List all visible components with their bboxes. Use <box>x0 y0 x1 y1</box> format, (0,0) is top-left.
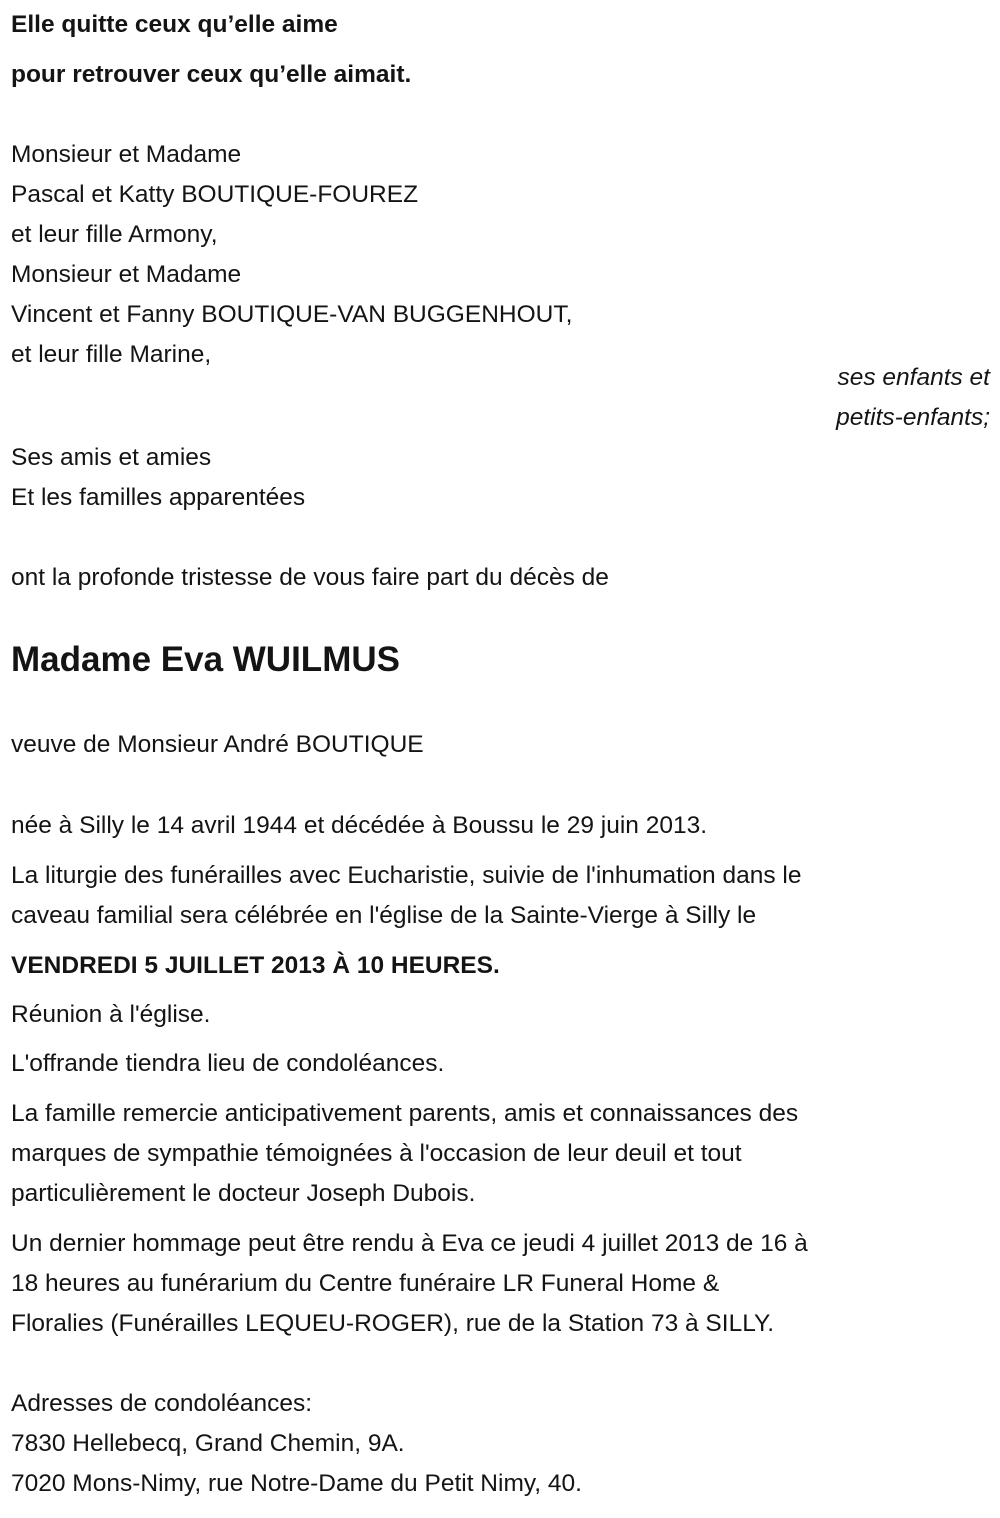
others-line: Et les familles apparentées <box>11 484 306 511</box>
meeting: Réunion à l'église. <box>11 1001 211 1028</box>
announcement: ont la profonde tristesse de vous faire part du décès de <box>11 564 609 591</box>
offering: L'offrande tiendra lieu de condoléances. <box>11 1050 445 1077</box>
thanks-line: particulièrement le docteur Joseph Dubois. <box>11 1180 476 1207</box>
condolences-heading: Adresses de condoléances: <box>11 1390 312 1417</box>
liturgy-line: La liturgie des funérailles avec Eucharistie, suivie de l'inhumation dans le <box>11 862 802 889</box>
family-line: et leur fille Marine, <box>11 341 212 368</box>
tribute-line: 18 heures au funérarium du Centre funéraire LR Funeral Home & <box>11 1270 720 1297</box>
family-role: ses enfants et <box>837 364 990 391</box>
condolence-address: 7830 Hellebecq, Grand Chemin, 9A. <box>11 1430 405 1457</box>
tribute-line: Un dernier hommage peut être rendu à Eva ce jeudi 4 juillet 2013 de 16 à <box>11 1230 808 1257</box>
family-line: Vincent et Fanny BOUTIQUE-VAN BUGGENHOUT, <box>11 301 573 328</box>
family-role: petits-enfants; <box>836 404 990 431</box>
deceased-name: Madame Eva WUILMUS <box>11 640 400 679</box>
widow-of: veuve de Monsieur André BOUTIQUE <box>11 731 424 758</box>
birth-death: née à Silly le 14 avril 1944 et décédée à Boussu le 29 juin 2013. <box>11 812 708 839</box>
thanks-line: La famille remercie anticipativement parents, amis et connaissances des <box>11 1100 799 1127</box>
epigraph-line-1: Elle quitte ceux qu’elle aime <box>11 11 338 38</box>
liturgy-line: caveau familial sera célébrée en l'église de la Sainte-Vierge à Silly le <box>11 902 757 929</box>
tribute-line: Floralies (Funérailles LEQUEU-ROGER), rue de la Station 73 à SILLY. <box>11 1310 775 1337</box>
thanks-line: marques de sympathie témoignées à l'occasion de leur deuil et tout <box>11 1140 742 1167</box>
epigraph-line-2: pour retrouver ceux qu’elle aimait. <box>11 61 412 88</box>
condolence-address: 7020 Mons-Nimy, rue Notre-Dame du Petit Nimy, 40. <box>11 1470 582 1497</box>
family-line: Pascal et Katty BOUTIQUE-FOUREZ <box>11 181 419 208</box>
funeral-date: VENDREDI 5 JUILLET 2013 À 10 HEURES. <box>11 952 500 979</box>
others-line: Ses amis et amies <box>11 444 212 471</box>
family-line: Monsieur et Madame <box>11 261 242 288</box>
family-line: et leur fille Armony, <box>11 221 218 248</box>
family-line: Monsieur et Madame <box>11 141 242 168</box>
